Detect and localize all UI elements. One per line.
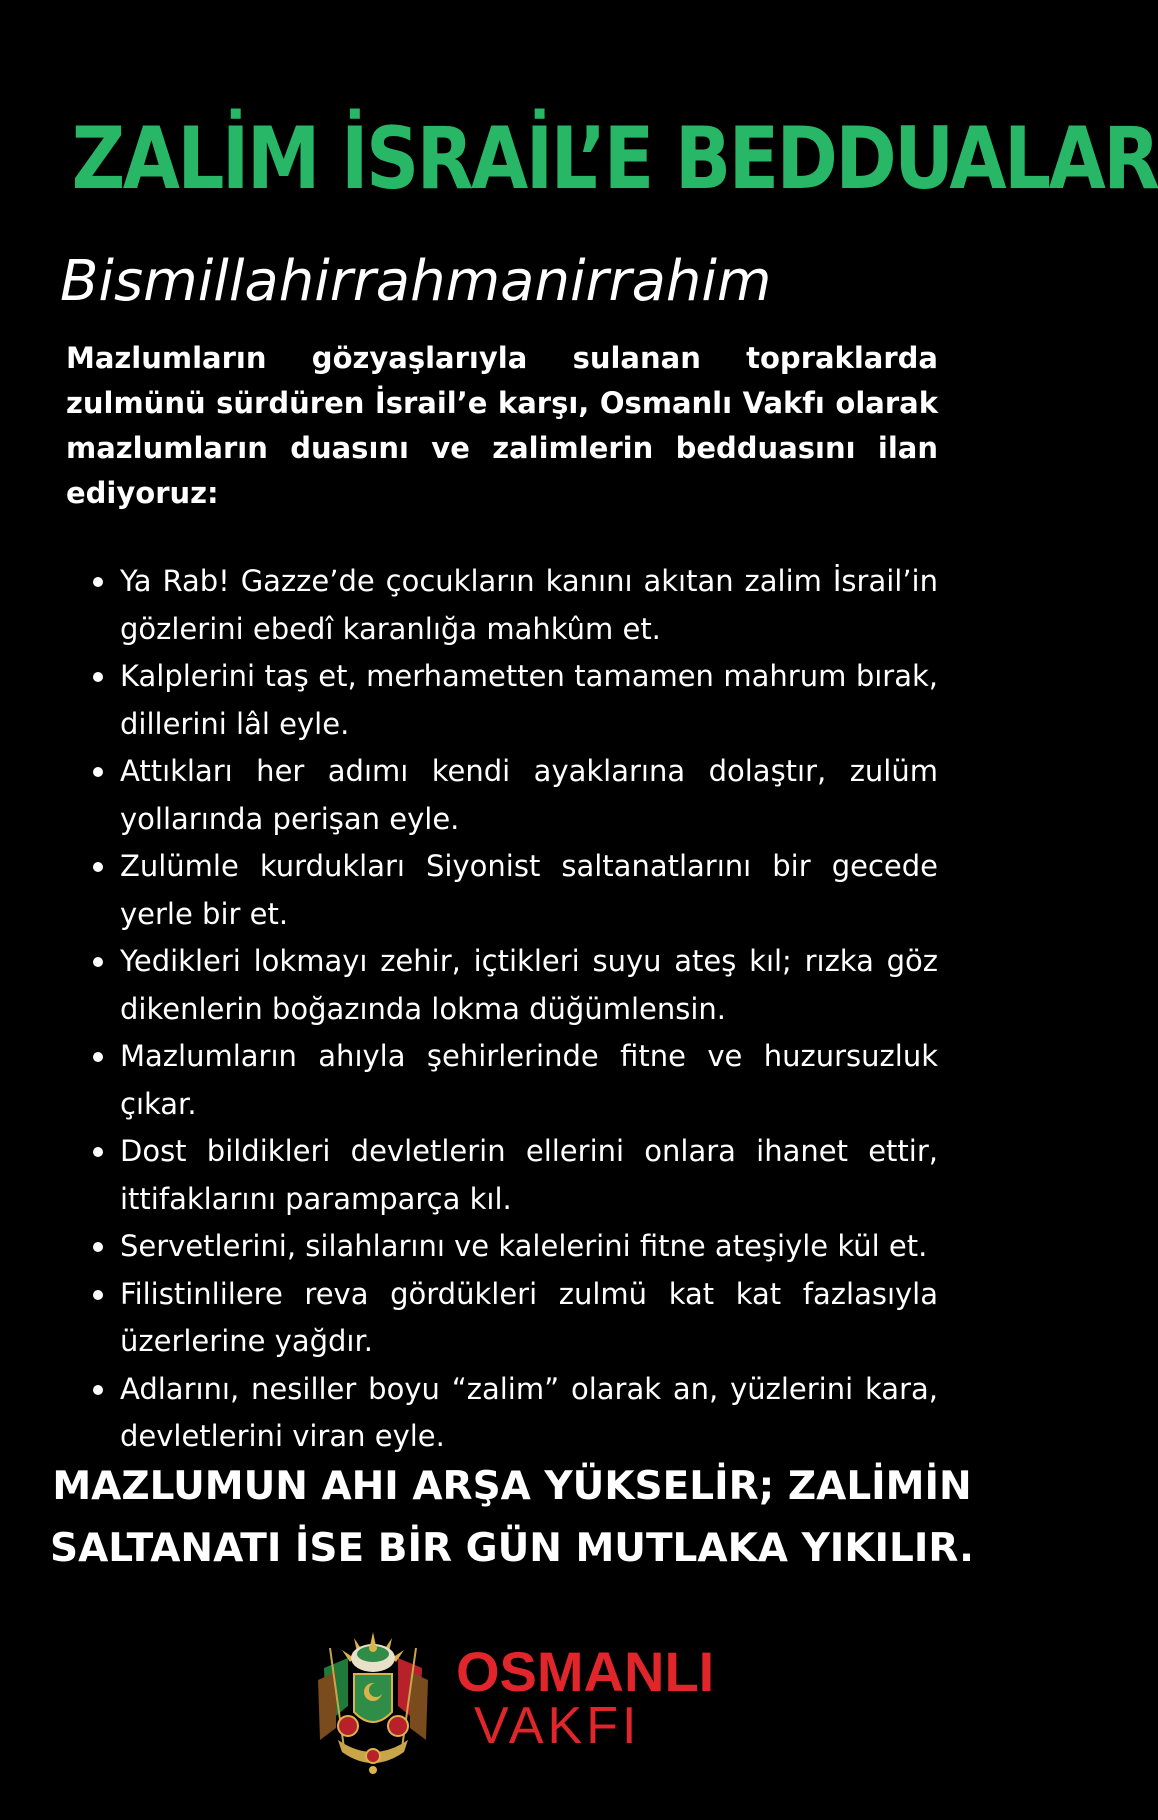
poster-title: ZALİM İSRAİL’E BEDDUALAR <box>71 109 1158 209</box>
list-item <box>66 1223 938 1271</box>
bullet-icon <box>93 957 103 967</box>
brand-name-line-1: OSMANLI <box>456 1640 715 1703</box>
bullet-icon <box>93 1385 103 1395</box>
list-item <box>66 1033 938 1128</box>
list-item-text: Servetlerini, silahlarını ve kalelerini fitne ateşiyle kül et. <box>120 1229 928 1263</box>
bullet-icon <box>93 767 103 777</box>
list-item <box>66 1366 938 1461</box>
bullet-icon <box>93 1147 103 1157</box>
bullet-icon <box>93 1290 103 1300</box>
bullet-icon <box>93 1052 103 1062</box>
closing-line-2: SALTANATI İSE BİR GÜN MUTLAKA YIKILIR. <box>50 1526 974 1571</box>
brand-name-line-2: VAKFI <box>474 1697 641 1755</box>
closing-line-1: MAZLUMUN AHI ARŞA YÜKSELİR; ZALİMİN <box>52 1464 972 1509</box>
list-item-text: Adlarını, nesiller boyu “zalim” olarak an, yüzlerini kara, devletlerini viran eyle. <box>120 1371 938 1453</box>
list-item <box>66 843 938 938</box>
bullet-icon <box>93 1242 103 1252</box>
curse-list <box>66 558 938 1461</box>
bullet-icon <box>93 672 103 682</box>
list-item <box>66 558 938 653</box>
closing-statement <box>0 1456 1024 1580</box>
intro-paragraph: Mazlumların gözyaşlarıyla sulanan topraklarda zulmünü sürdüren İsrail’e karşı, Osmanlı Vakfı olarak mazlumların duasını ve zalimlerin bedduasını ilan ediyoruz: <box>66 341 938 510</box>
list-item <box>66 653 938 748</box>
foundation-logo <box>314 1628 734 1776</box>
list-item <box>66 748 938 843</box>
list-item-text: Dost bildikleri devletlerin ellerini onlara ihanet ettir, ittifaklarını paramparça kıl. <box>120 1134 938 1216</box>
list-item-text: Attıkları her adımı kendi ayaklarına dolaştır, zulüm yollarında perişan eyle. <box>120 754 938 836</box>
ottoman-coat-of-arms-icon <box>314 1628 432 1776</box>
list-item-text: Zulümle kurdukları Siyonist saltanatlarını bir gecede yerle bir et. <box>120 849 938 931</box>
list-item-text: Kalplerini taş et, merhametten tamamen mahrum bırak, dillerini lâl eyle. <box>120 659 938 741</box>
bullet-icon <box>93 577 103 587</box>
list-item <box>66 938 938 1033</box>
list-item-text: Mazlumların ahıyla şehirlerinde fitne ve huzursuzluk çıkar. <box>120 1039 938 1121</box>
list-item-text: Ya Rab! Gazze’de çocukların kanını akıtan zalim İsrail’in gözlerini ebedî karanlığa mahkûm et. <box>120 564 938 646</box>
list-item-text: Filistinlilere reva gördükleri zulmü kat kat fazlasıyla üzerlerine yağdır. <box>120 1276 938 1358</box>
bismillah-heading: Bismillahirrahmanirrahim <box>60 249 772 314</box>
list-item <box>66 1128 938 1223</box>
bullet-icon <box>93 862 103 872</box>
list-item-text: Yedikleri lokmayı zehir, içtikleri suyu ateş kıl; rızka göz dikenlerin boğazında lokma düğümlensin. <box>120 944 938 1026</box>
list-item <box>66 1271 938 1366</box>
